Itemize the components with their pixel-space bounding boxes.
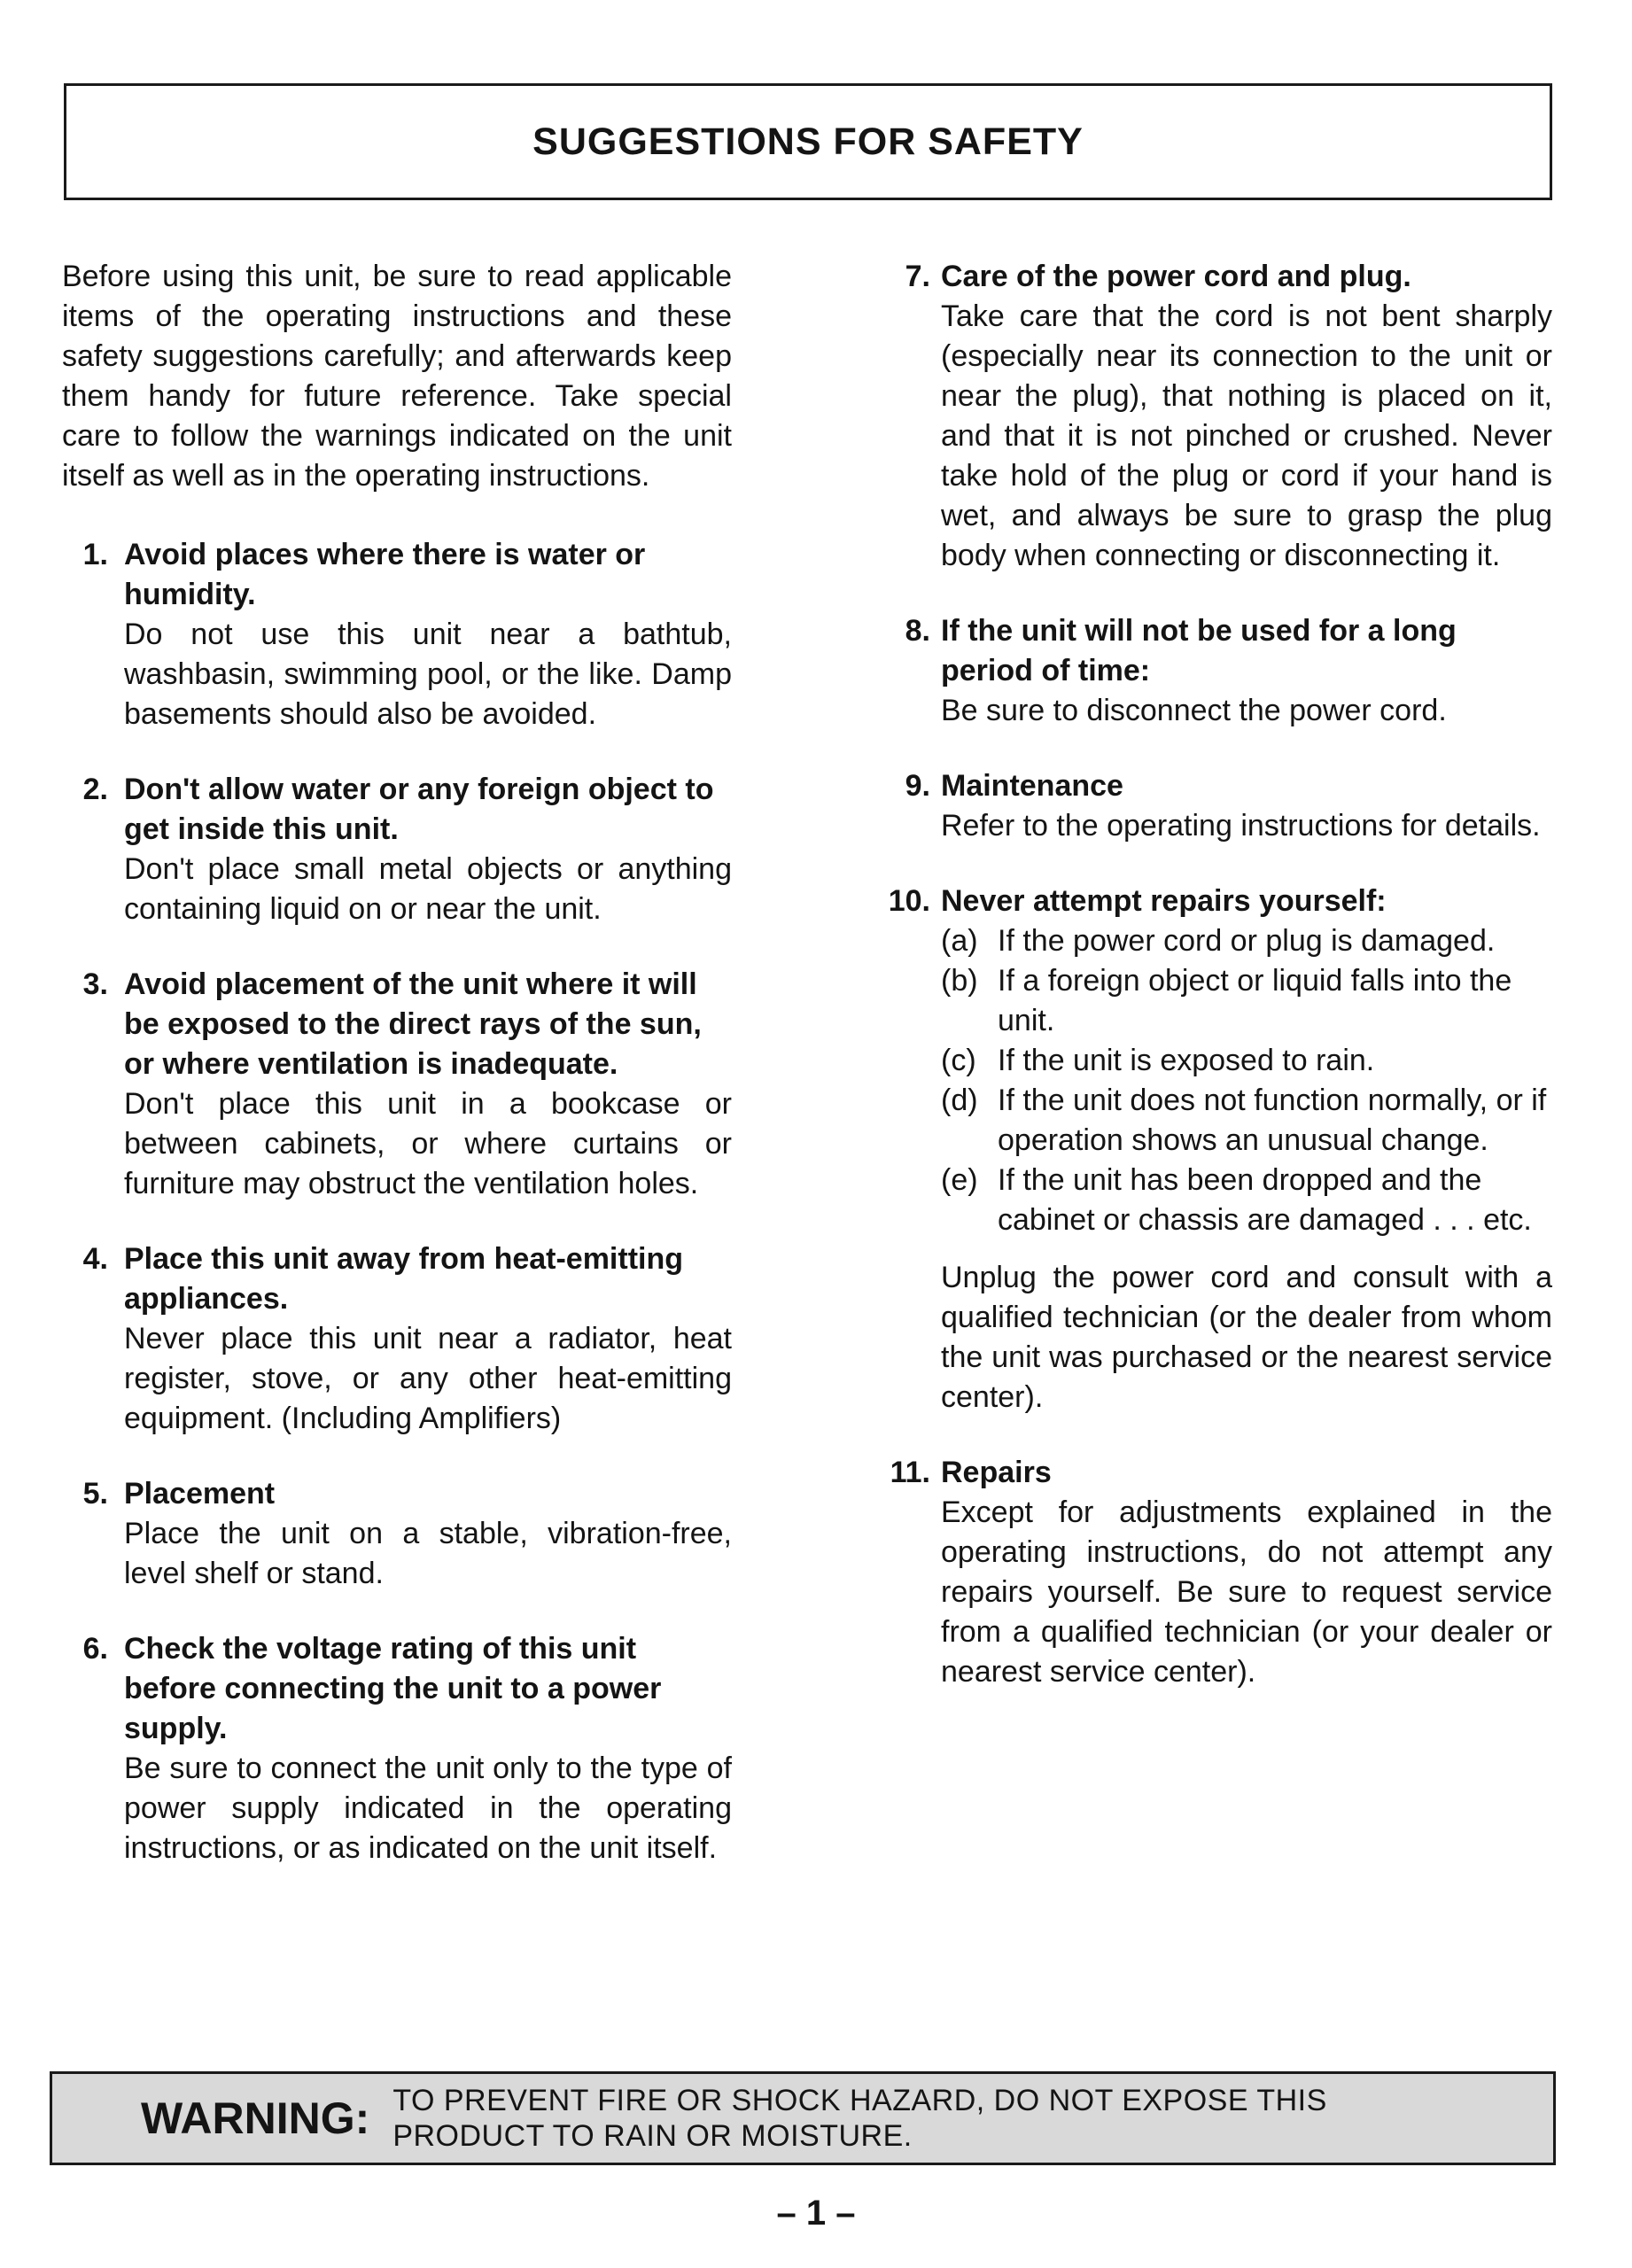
item-body: Be sure to connect the unit only to the type of power supply indicated in the operating instructions, or as indicated on the unit itself. [124,1751,732,1865]
safety-item-4 [62,1239,732,1439]
warning-box [50,2071,1556,2165]
item-body: Take care that the cord is not bent sharply (especially near its connection to the unit or near the plug), that nothing is placed on it, and that it is not pinched or crushed. Never take hold of the plug or cord if your hand is wet, and always be sure to grasp the plug body when connecting or disconnecting it. [941,299,1552,572]
item-body: Unplug the power cord and consult with a qualified technician (or the dealer from whom the unit was purchased or the nearest service center). [941,1261,1552,1414]
item-title: If the unit will not be used for a long period of time: [941,614,1457,687]
sub-label: (c) [941,1044,976,1077]
safety-item-9 [877,766,1552,846]
sub-text: If the unit is exposed to rain. [998,1044,1375,1077]
item-number: 5. [82,1477,108,1511]
item-title: Maintenance [941,769,1123,803]
warning-text [392,2083,1327,2154]
list-item [941,1041,1552,1081]
intro-paragraph: Before using this unit, be sure to read applicable items of the operating instructions and these safety suggestions carefully; and afterwards keep them handy for future reference. Take special care to follow the warnings indicated on the unit itself as well as in the operating instructions. [62,260,732,493]
item-number: 4. [82,1242,108,1276]
item-title: Placement [124,1477,276,1511]
item-title: Place this unit away from heat-emitting appliances. [124,1242,684,1316]
safety-item-11 [877,1453,1552,1692]
item-body: Place the unit on a stable, vibration-free, level shelf or stand. [124,1517,732,1590]
item-number: 3. [82,967,108,1001]
warning-label: WARNING: [141,2093,370,2143]
sub-label: (d) [941,1084,978,1117]
sub-text: If the power cord or plug is damaged. [998,924,1496,958]
title-box [64,83,1552,200]
item-number: 2. [82,773,108,806]
repair-conditions-list [941,921,1552,1240]
item-title: Never attempt repairs yourself: [941,884,1387,918]
safety-item-5 [62,1474,732,1594]
item-title: Repairs [941,1456,1052,1489]
item-number: 10. [888,884,930,918]
list-item [941,1081,1552,1161]
item-title: Care of the power cord and plug. [941,260,1411,293]
safety-item-6 [62,1629,732,1868]
warning-text-line: TO PREVENT FIRE OR SHOCK HAZARD, DO NOT EXPOSE THIS [392,2084,1327,2117]
page-number: – 1 – [776,2194,856,2233]
item-title: Avoid placement of the unit where it will be exposed to the direct rays of the sun, or where ventilation is inadequate. [124,967,702,1081]
sub-text: If a foreign object or liquid falls into the unit. [998,964,1512,1037]
left-column [62,257,732,1904]
list-item [941,921,1552,961]
item-body: Never place this unit near a radiator, heat register, stove, or any other heat-emitting equipment. (Including Amplifiers) [124,1322,732,1435]
item-number: 11. [890,1456,930,1489]
warning-text-line: PRODUCT TO RAIN OR MOISTURE. [392,2119,913,2153]
safety-item-3 [62,965,732,1204]
list-item [941,961,1552,1041]
safety-item-8 [877,611,1552,731]
safety-item-7 [877,257,1552,576]
page-title: SUGGESTIONS FOR SAFETY [532,120,1084,163]
safety-item-10 [877,882,1552,1418]
sub-text: If the unit has been dropped and the cabinet or chassis are damaged . . . etc. [998,1163,1532,1237]
item-body: Do not use this unit near a bathtub, washbasin, swimming pool, or the like. Damp basements should also be avoided. [124,617,732,731]
item-number: 8. [905,614,930,648]
list-item [941,1161,1552,1240]
item-title: Check the voltage rating of this unit before connecting the unit to a power supply. [124,1632,662,1745]
item-number: 1. [82,538,108,571]
item-body: Except for adjustments explained in the operating instructions, do not attempt any repairs yourself. Be sure to request service from a qualified technician (or your dealer or nearest service center). [941,1495,1552,1689]
item-body: Don't place small metal objects or anything containing liquid on or near the unit. [124,852,732,926]
item-number: 6. [82,1632,108,1666]
item-body: Refer to the operating instructions for details. [941,809,1541,843]
item-body: Be sure to disconnect the power cord. [941,694,1447,727]
sub-label: (b) [941,964,978,998]
item-number: 7. [905,260,930,293]
item-number: 9. [905,769,930,803]
right-column [877,257,1552,1728]
item-body: Don't place this unit in a bookcase or between cabinets, or where curtains or furniture may obstruct the ventilation holes. [124,1087,732,1200]
sub-label: (e) [941,1163,978,1197]
item-title: Avoid places where there is water or humidity. [124,538,646,611]
safety-item-1 [62,535,732,734]
item-title: Don't allow water or any foreign object to get inside this unit. [124,773,714,846]
safety-item-2 [62,770,732,929]
sub-label: (a) [941,924,978,958]
sub-text: If the unit does not function normally, or if operation shows an unusual change. [998,1084,1547,1157]
